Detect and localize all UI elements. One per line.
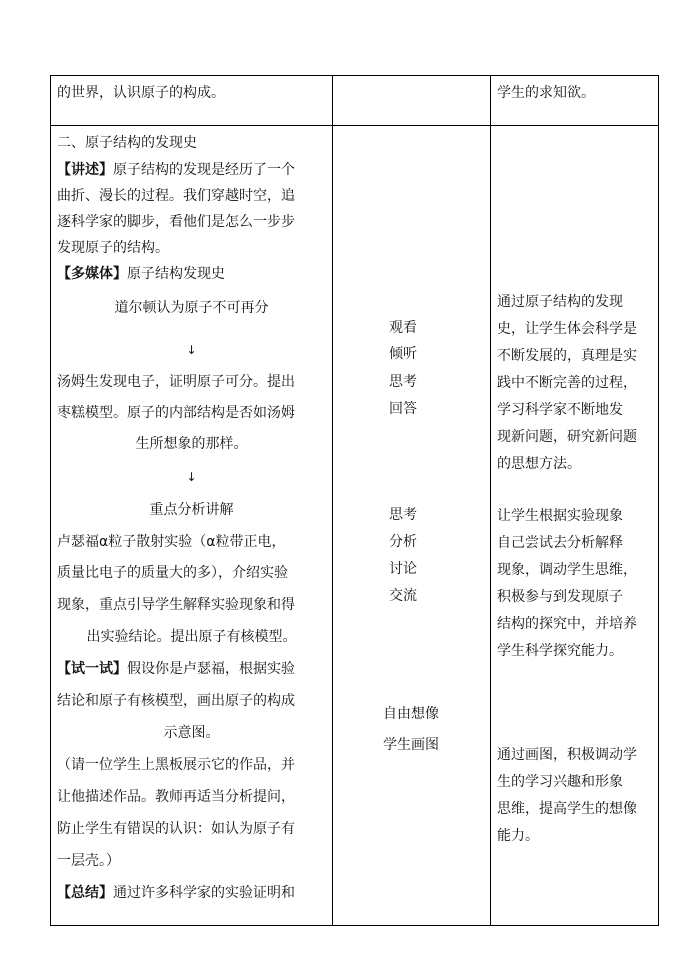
intent-line: 思维，提高学生的想像	[497, 801, 637, 817]
rutherford-line-4: 出实验结论。提出原子有核模型。	[86, 629, 297, 645]
activity-item: 交流	[389, 588, 417, 604]
intent-line: 让学生根据实验现象	[497, 508, 623, 524]
duomeiti-text: 原子结构发现史	[127, 266, 225, 282]
focus-heading: 重点分析讲解	[149, 502, 234, 518]
try-line-2: 结论和原子有核模型，画出原子的构成	[57, 693, 295, 709]
thomson-line-2: 枣糕模型。原子的内部结构是否如汤姆	[57, 405, 295, 421]
rutherford-line-1: 卢瑟福α粒子散射实验（α粒带正电，	[57, 534, 286, 550]
summary-tag: 【总结】	[57, 885, 113, 901]
try-tag: 【试一试】	[57, 661, 127, 677]
intent-line: 现象，调动学生思维，	[497, 562, 637, 578]
try-line	[57, 661, 295, 677]
intent-line: 践中不断完善的过程，	[497, 375, 637, 391]
intent-line: 学习科学家不断地发	[497, 402, 623, 418]
section-heading: 二、原子结构的发现史	[57, 135, 197, 151]
intent-line: 积极参与到发现原子	[497, 589, 623, 605]
try-line-3: 示意图。	[163, 725, 220, 741]
duomeiti-tag: 【多媒体】	[57, 266, 127, 282]
activity-item: 讨论	[389, 561, 417, 577]
intent-line: 能力。	[497, 828, 539, 844]
row-divider	[50, 125, 659, 126]
row1-col1-text: 的世界，认识原子的构成。	[57, 85, 225, 101]
intent-line: 不断发展的，真理是实	[497, 348, 637, 364]
col-divider-1	[332, 75, 333, 926]
intent-line: 的思想方法。	[497, 456, 581, 472]
intent-line: 自己尝试去分析解释	[497, 535, 623, 551]
try-text: 假设你是卢瑟福，根据实验	[127, 661, 295, 677]
activity-item: 观看	[389, 320, 417, 336]
summary-text: 通过许多科学家的实验证明和	[113, 885, 295, 901]
down-arrow-icon: ↓	[186, 470, 197, 484]
activity-item: 自由想像	[383, 706, 439, 722]
activity-item: 思考	[389, 507, 417, 523]
activity-item: 倾听	[389, 346, 417, 362]
jiangshu-line-4: 发现原子的结构。	[57, 240, 169, 256]
table-left-border	[50, 75, 51, 926]
thomson-line-3: 生所想象的那样。	[135, 436, 248, 452]
activity-item: 回答	[389, 401, 417, 417]
dalton-text: 道尔顿认为原子不可再分	[114, 300, 269, 316]
jiangshu-line	[57, 162, 295, 178]
table-bottom-border	[50, 925, 659, 926]
intent-line: 通过画图，积极调动学	[497, 747, 637, 763]
jiangshu-line-3: 逐科学家的脚步，看他们是怎么一步步	[57, 214, 295, 230]
note-line-2: 让他描述作品。教师再适当分析提问，	[57, 789, 295, 805]
jiangshu-text: 原子结构的发现是经历了一个	[113, 162, 295, 178]
rutherford-line-2: 质量比电子的质量大的多），介绍实验	[57, 565, 288, 581]
row1-col3-text: 学生的求知欲。	[497, 85, 595, 101]
intent-line: 现新问题，研究新问题	[497, 429, 637, 445]
duomeiti-line	[57, 266, 225, 282]
intent-line: 学生科学探究能力。	[497, 643, 623, 659]
activity-item: 学生画图	[383, 737, 439, 753]
intent-line: 结构的探究中，并培养	[497, 616, 637, 632]
down-arrow-icon: ↓	[186, 343, 197, 357]
table-top-border	[50, 75, 659, 76]
note-line-4: 一层壳。）	[57, 853, 120, 869]
col-divider-2	[490, 75, 491, 926]
intent-line: 生的学习兴趣和形象	[497, 774, 623, 790]
rutherford-line-3: 现象，重点引导学生解释实验现象和得	[57, 597, 295, 613]
note-line-3: 防止学生有错误的认识：如认为原子有	[57, 821, 295, 837]
summary-line	[57, 885, 295, 901]
activity-item: 分析	[389, 534, 417, 550]
intent-line: 史，让学生体会科学是	[497, 321, 637, 337]
jiangshu-tag: 【讲述】	[57, 162, 113, 178]
jiangshu-line-2: 曲折、漫长的过程。我们穿越时空，追	[57, 188, 295, 204]
activity-item: 思考	[389, 374, 417, 390]
table-right-border	[658, 75, 659, 926]
thomson-line-1: 汤姆生发现电子，证明原子可分。提出	[57, 374, 295, 390]
intent-line: 通过原子结构的发现	[497, 294, 623, 310]
note-line-1: （请一位学生上黑板展示它的作品，并	[57, 757, 295, 773]
